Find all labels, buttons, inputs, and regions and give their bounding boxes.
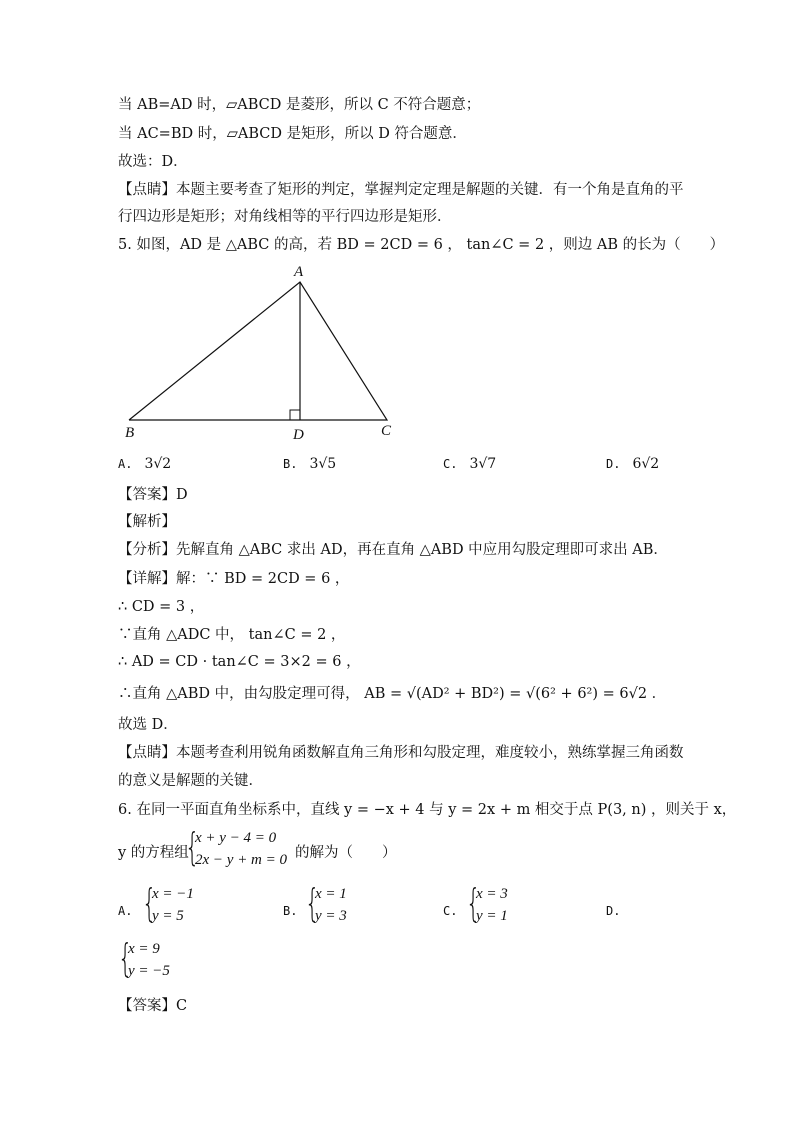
option-b-value: 3√5: [309, 456, 337, 472]
option-a-value: 3√2: [144, 456, 172, 472]
analysis-text: 【分析】先解直角 △ABC 求出 AD，再在直角 △ABD 中应用勾股定理即可求出 AB．: [118, 542, 668, 558]
label-a: A: [294, 264, 304, 280]
solution-step: 【详解】解：∵ BD = 2CD = 6 ，: [118, 571, 350, 587]
q6-option-a-label: A.: [118, 904, 133, 918]
option-d-label: D.: [606, 457, 621, 471]
option-c-label: C.: [443, 457, 458, 471]
triangle-figure: [110, 262, 410, 447]
equation-system: [185, 825, 295, 874]
triangle-outline: [129, 282, 387, 420]
q6-option-d-x: x = 9: [128, 941, 160, 957]
question-5-stem: 5. 如图，AD 是 △ABC 的高，若 BD = 2CD = 6 ， tan∠C = 2 ，则边 AB 的长为（ ）: [118, 237, 725, 253]
analysis-heading: 【解析】: [118, 514, 176, 530]
remark-line: 【点睛】本题考查利用锐角函数解直角三角形和勾股定理，难度较小，熟练掌握三角函数: [118, 745, 684, 761]
option-b[interactable]: [283, 454, 336, 474]
equation-2: 2x − y + m = 0: [195, 852, 288, 868]
q6-option-b-system: [305, 881, 385, 930]
q6-option-c-y: y = 1: [476, 908, 508, 924]
q6-option-a-x: x = −1: [152, 886, 194, 902]
brace-icon: {: [466, 881, 481, 925]
q6-option-b-y: y = 3: [315, 908, 347, 924]
label-b: B: [125, 425, 135, 441]
text-line: 当 AC=BD 时，▱ABCD 是矩形，所以 D 符合题意．: [118, 126, 467, 142]
option-c-value: 3√7: [469, 456, 497, 472]
question-6-stem-prefix: y 的方程组: [118, 845, 189, 861]
question-6-stem-suffix: 的解为（ ）: [295, 845, 397, 861]
q6-option-b-label: B.: [283, 904, 298, 918]
q6-option-c-label: C.: [443, 904, 458, 918]
q6-option-a-y: y = 5: [152, 908, 184, 924]
option-b-label: B.: [283, 457, 298, 471]
brace-icon: {: [142, 881, 157, 925]
question-6-stem: 6. 在同一平面直角坐标系中，直线 y = −x + 4 与 y = 2x + m 相交于点 P(3, n) ，则关于 x，: [118, 802, 737, 818]
brace-icon: {: [118, 936, 133, 980]
option-c[interactable]: [443, 454, 496, 474]
q6-option-a[interactable]: [118, 901, 144, 921]
text-line: 【点睛】本题主要考查了矩形的判定，掌握判定定理是解题的关键．有一个角是直角的平: [118, 182, 684, 198]
q6-option-a-system: [142, 881, 222, 930]
choose-line: 故选 D．: [118, 717, 178, 733]
label-c: C: [381, 423, 392, 439]
q6-option-d[interactable]: [606, 901, 632, 921]
label-d: D: [293, 427, 304, 443]
solution-step: ∴直角 △ABD 中，由勾股定理可得， AB = √(AD² + BD²) = √(6² + 6²) = 6√2 ．: [118, 686, 667, 702]
brace-icon: {: [305, 881, 320, 925]
text-line: 当 AB=AD 时，▱ABCD 是菱形，所以 C 不符合题意；: [118, 97, 481, 113]
solution-step: ∴ AD = CD · tan∠C = 3×2 = 6 ，: [118, 654, 361, 670]
q6-option-d-system: [118, 936, 198, 985]
option-d-value: 6√2: [632, 456, 660, 472]
solution-step: ∴ CD = 3 ，: [118, 599, 205, 615]
q6-option-b-x: x = 1: [315, 886, 347, 902]
option-a[interactable]: [118, 454, 171, 474]
answer-q6: 【答案】C: [118, 998, 188, 1014]
solution-step: ∵直角 △ADC 中， tan∠C = 2 ，: [118, 627, 346, 643]
text-line: 故选：D．: [118, 154, 188, 170]
remark-line: 的意义是解题的关键．: [118, 773, 263, 789]
q6-option-d-y: y = −5: [128, 963, 170, 979]
text-line: 行四边形是矩形；对角线相等的平行四边形是矩形．: [118, 209, 452, 225]
brace-icon: {: [185, 825, 200, 869]
option-a-label: A.: [118, 457, 133, 471]
q6-option-c-system: [466, 881, 546, 930]
answer-q5: 【答案】D: [118, 487, 188, 503]
option-d[interactable]: [606, 454, 659, 474]
right-angle-mark: [290, 410, 300, 420]
q6-option-d-label: D.: [606, 904, 621, 918]
q6-option-c-x: x = 3: [476, 886, 508, 902]
equation-1: x + y − 4 = 0: [195, 830, 277, 846]
